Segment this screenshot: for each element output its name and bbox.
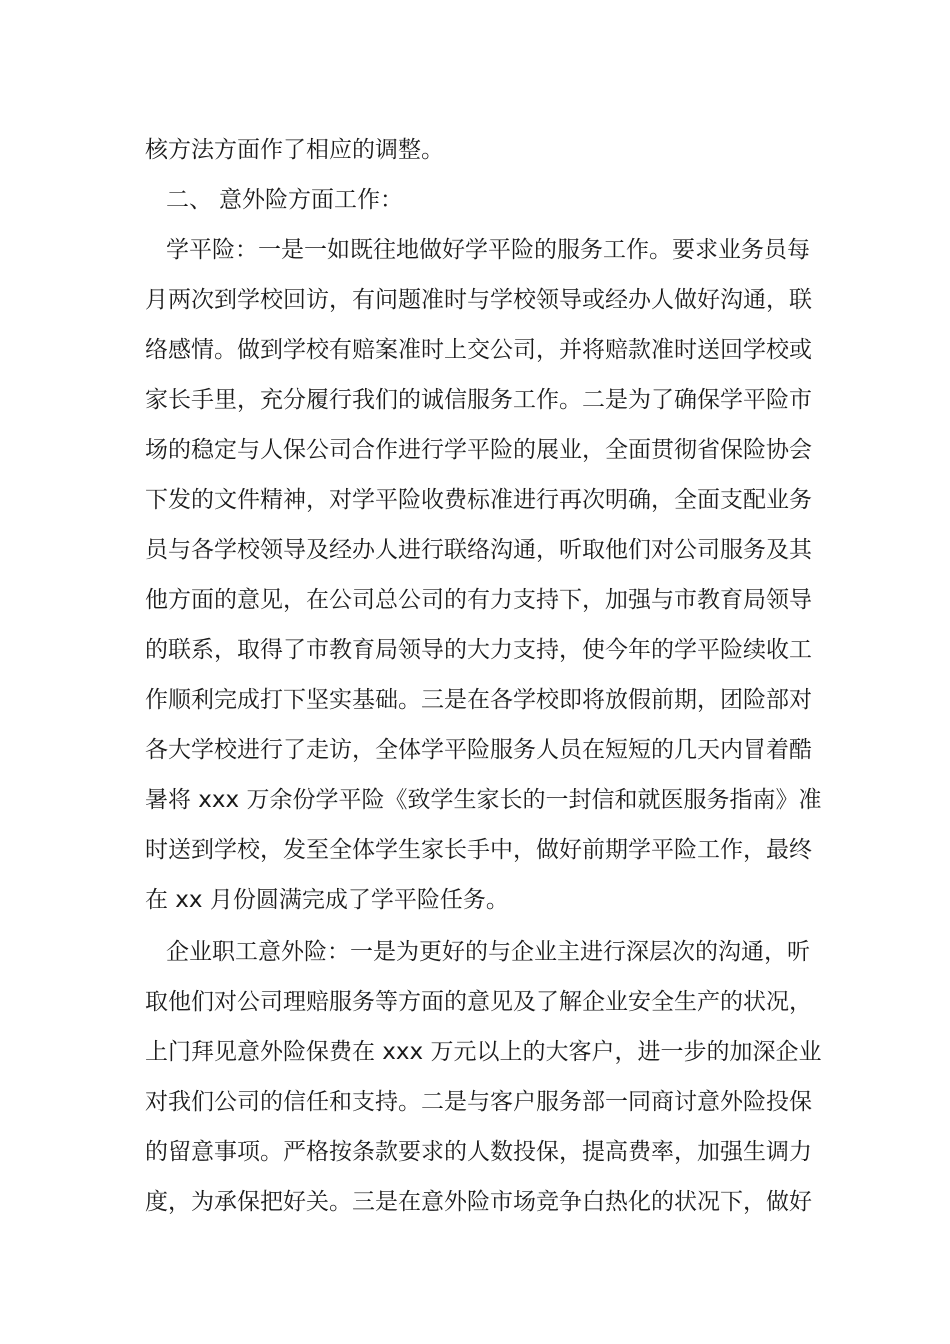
paragraph-line: 取他们对公司理赔服务等方面的意见及了解企业安全生产的状况， bbox=[145, 989, 812, 1015]
paragraph-line: 月两次到学校回访，有问题准时与学校领导或经办人做好沟通，联 bbox=[145, 287, 812, 313]
paragraph-line: 员与各学校领导及经办人进行联络沟通，听取他们对公司服务及其 bbox=[145, 537, 812, 563]
paragraph-line: 各大学校进行了走访，全体学平险服务人员在短短的几天内冒着酷 bbox=[145, 737, 812, 763]
paragraph-line: 的联系，取得了市教育局领导的大力支持，使今年的学平险续收工 bbox=[145, 637, 812, 663]
paragraph-line: 核方法方面作了相应的调整。 bbox=[145, 137, 444, 163]
paragraph-line: 下发的文件精神，对学平险收费标准进行再次明确，全面支配业务 bbox=[145, 487, 812, 513]
paragraph-line: 学平险：一是一如既往地做好学平险的服务工作。要求业务员每 bbox=[166, 237, 810, 263]
paragraph-line: 在 xx 月份圆满完成了学平险任务。 bbox=[145, 887, 509, 913]
paragraph-line: 的留意事项。严格按条款要求的人数投保，提高费率，加强生调力 bbox=[145, 1139, 812, 1165]
paragraph-line: 上门拜见意外险保费在 xxx 万元以上的大客户，进一步的加深企业 bbox=[145, 1039, 822, 1065]
section-heading: 意外险方面工作： bbox=[219, 187, 403, 213]
paragraph-line: 家长手里，充分履行我们的诚信服务工作。二是为了确保学平险市 bbox=[145, 387, 812, 413]
paragraph-line: 时送到学校，发至全体学生家长手中，做好前期学平险工作，最终 bbox=[145, 837, 812, 863]
paragraph-line: 度，为承保把好关。三是在意外险市场竞争白热化的状况下，做好 bbox=[145, 1189, 812, 1215]
paragraph-line: 场的稳定与人保公司合作进行学平险的展业，全面贯彻省保险协会 bbox=[145, 437, 812, 463]
paragraph-line: 络感情。做到学校有赔案准时上交公司，并将赔款准时送回学校或 bbox=[145, 337, 812, 363]
paragraph-line: 企业职工意外险：一是为更好的与企业主进行深层次的沟通，听 bbox=[166, 939, 810, 965]
paragraph-line: 他方面的意见，在公司总公司的有力支持下，加强与市教育局领导 bbox=[145, 587, 812, 613]
section-number: 二、 bbox=[166, 187, 212, 213]
paragraph-line: 暑将 xxx 万余份学平险《致学生家长的一封信和就医服务指南》准 bbox=[145, 787, 822, 813]
paragraph-line: 对我们公司的信任和支持。二是与客户服务部一同商讨意外险投保 bbox=[145, 1089, 812, 1115]
paragraph-line: 作顺利完成打下坚实基础。三是在各学校即将放假前期，团险部对 bbox=[145, 687, 812, 713]
